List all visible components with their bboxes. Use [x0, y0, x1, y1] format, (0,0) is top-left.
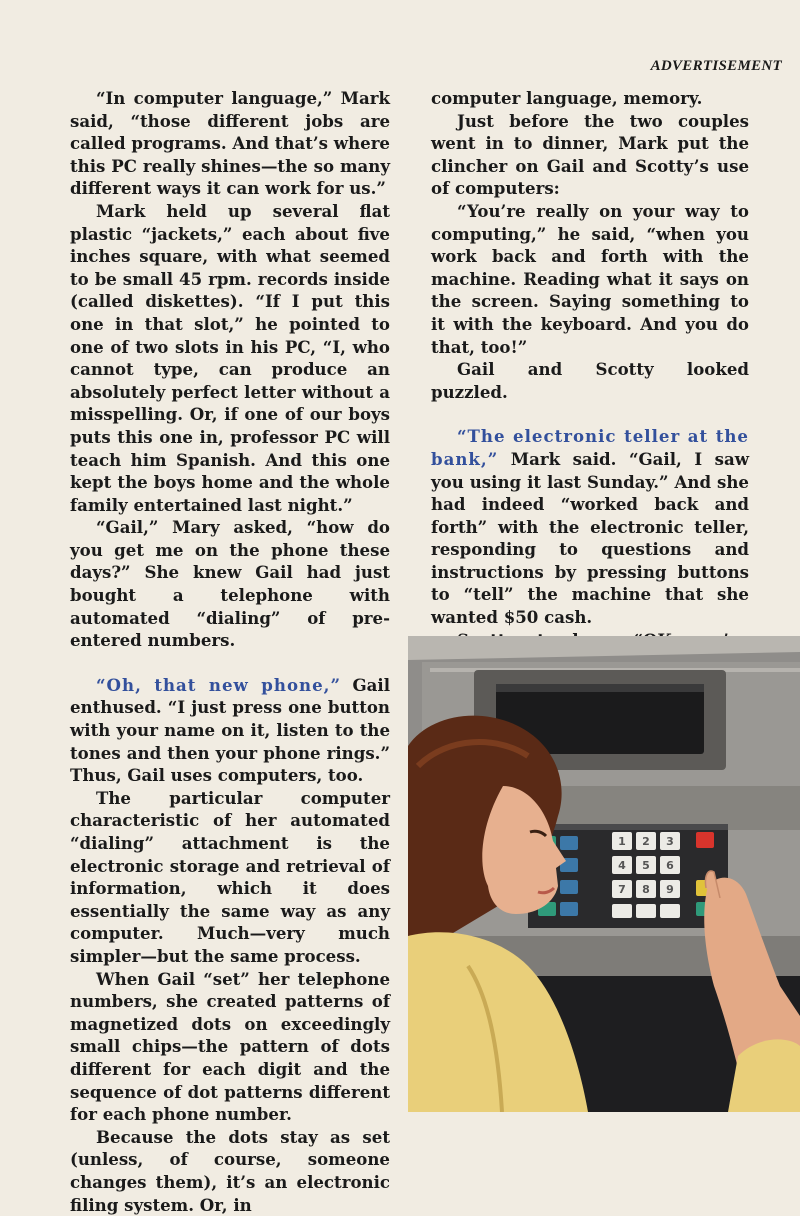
paragraph: Mark held up several flat plastic “jackets,” each about five inches square, with what seemed to be small 45 rpm. records inside (called diskettes). “If I put this one in that slot,” he pointed to one of two slots in his PC, “I, who cannot type, can produce an absolutely perfect letter without a misspelling. Or, if one of our boys puts this one in, professor PC will teach him Spanish. And this one kept the boys home and the whole family entertained last night.” — [70, 200, 390, 515]
lead-in: “The electronic teller at the bank,” — [431, 426, 749, 469]
paragraph — [431, 425, 749, 628]
paragraph: Gail and Scotty looked puzzled. — [431, 359, 749, 402]
key-label: 9 — [666, 883, 674, 896]
paragraph: Because the dots stay as set (unless, of course, someone changes them), it’s an electronic filing system. Or, in — [70, 1126, 390, 1215]
article-column-left — [70, 87, 390, 1216]
key-label: 7 — [618, 883, 626, 896]
key-label: 1 — [618, 835, 626, 848]
advertisement-label: ADVERTISEMENT — [650, 58, 782, 74]
key-label: 8 — [642, 883, 650, 896]
paragraph: “Gail,” Mary asked, “how do you get me on the phone these days?” She knew Gail had just bought a telephone with automated “dialing” of pre-entered numbers. — [70, 517, 390, 651]
paragraph — [70, 674, 390, 787]
paragraph: When Gail “set” her telephone numbers, she created patterns of magnetized dots on exceedingly small chips—the pattern of dots different for each digit and the sequence of dot patterns different for each phone number. — [70, 968, 390, 1125]
atm-illustration — [408, 636, 800, 1112]
key-label: 5 — [642, 859, 650, 872]
paragraph: “In computer language,” Mark said, “those different jobs are called programs. And that’s where this PC really shines—the so many different ways it can work for us.” — [70, 88, 390, 199]
key-label: 6 — [666, 859, 674, 872]
key-label: 2 — [642, 835, 650, 848]
key-label: 3 — [666, 835, 674, 848]
paragraph-text: Mark said. “Gail, I saw you using it last Sunday.” And she had indeed “worked back and forth” with the electronic teller, responding to questions and instructions by pressing buttons to “tell” the machine that she wanted $50 cash. — [431, 448, 749, 628]
paragraph: “You’re really on your way to computing,” he said, “when you work back and forth with the machine. Reading what it says on the screen. Saying something to it with the keyboard. And you do that, too!” — [431, 200, 749, 357]
lead-in: “Oh, that new phone,” — [96, 674, 341, 695]
paragraph-text: Gail enthused. “I just press one button with your name on it, listen to the tones and then your phone rings.” Thus, Gail uses computers, too. — [70, 674, 391, 786]
article-column-right — [431, 87, 749, 719]
paragraph: The particular computer characteristic of her automated “dialing” attachment is the electronic storage and retrieval of information, which it does essentially the same way as any computer. Much—very much simpler—but the same process. — [70, 787, 390, 966]
paragraph: computer language, memory. — [431, 88, 703, 108]
key-label: 4 — [618, 859, 626, 872]
paragraph: Just before the two couples went in to dinner, Mark put the clincher on Gail and Scotty’s use of computers: — [431, 110, 749, 199]
